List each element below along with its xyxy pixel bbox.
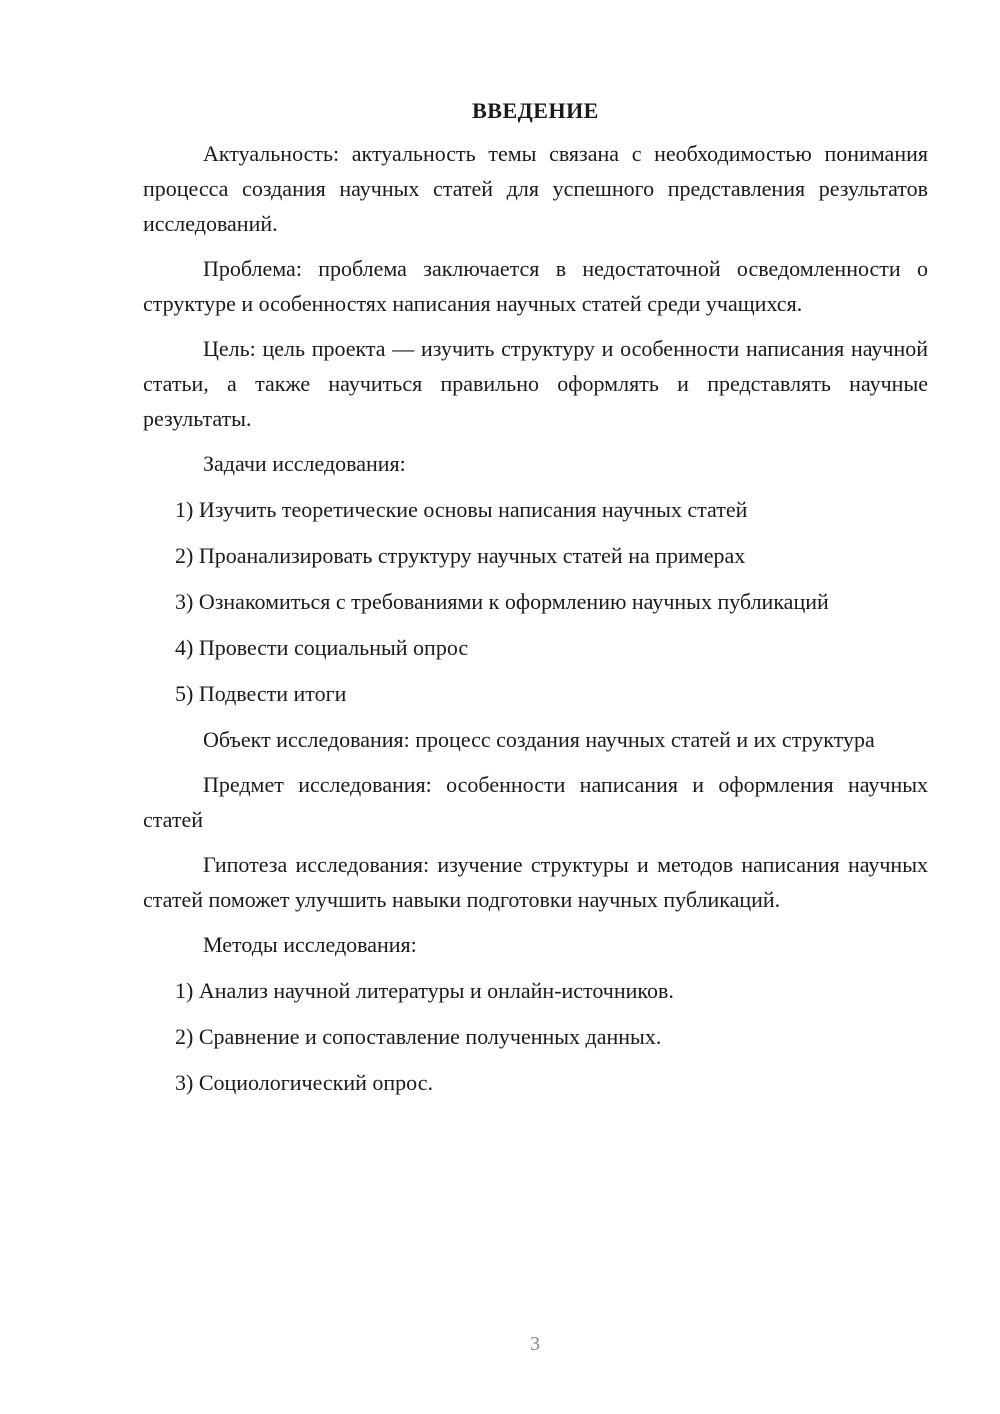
method-item: 3) Социологический опрос. xyxy=(175,1070,433,1095)
page-content xyxy=(143,96,928,1111)
relevance-paragraph: Актуальность: актуальность темы связана с необходимостью понимания процесса создания научных статей для успешного представления результатов исследований. xyxy=(143,141,928,236)
task-item: 1) Изучить теоретические основы написания научных статей xyxy=(175,497,748,522)
method-item: 2) Сравнение и сопоставление полученных данных. xyxy=(175,1024,662,1049)
subject-paragraph: Предмет исследования: особенности написания и оформления научных статей xyxy=(143,772,928,832)
methods-label: Методы исследования: xyxy=(203,932,417,957)
tasks-label: Задачи исследования: xyxy=(203,451,406,476)
section-heading: ВВЕДЕНИЕ xyxy=(472,98,599,123)
method-item: 1) Анализ научной литературы и онлайн-источников. xyxy=(175,978,674,1003)
goal-paragraph: Цель: цель проекта — изучить структуру и особенности написания научной статьи, а также научиться правильно оформлять и представлять научные результаты. xyxy=(143,336,928,431)
task-item: 3) Ознакомиться с требованиями к оформлению научных публикаций xyxy=(175,589,829,614)
hypothesis-paragraph: Гипотеза исследования: изучение структуры и методов написания научных статей поможет улучшить навыки подготовки научных публикаций. xyxy=(143,852,928,912)
problem-paragraph: Проблема: проблема заключается в недостаточной осведомленности о структуре и особенностях написания научных статей среди учащихся. xyxy=(143,256,928,316)
task-item: 4) Провести социальный опрос xyxy=(175,635,469,660)
object-paragraph: Объект исследования: процесс создания научных статей и их структура xyxy=(203,727,875,752)
task-item: 5) Подвести итоги xyxy=(175,681,347,706)
page-number: 3 xyxy=(530,1333,540,1355)
task-item: 2) Проанализировать структуру научных статей на примерах xyxy=(175,543,746,568)
